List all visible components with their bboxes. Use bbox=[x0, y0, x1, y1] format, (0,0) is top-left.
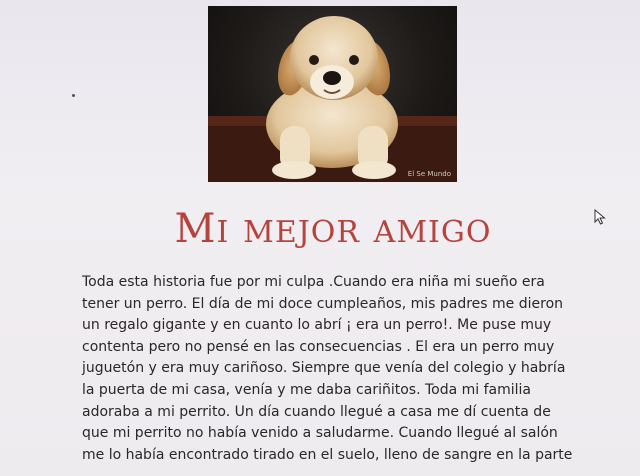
story-line: Toda esta historia fue por mi culpa .Cuando era niña mi sueño era bbox=[82, 274, 545, 290]
story-line: contenta pero no pensé en las consecuencias . El era un perro muy bbox=[82, 338, 555, 355]
page-title bbox=[0, 206, 640, 256]
story-line: me lo había encontrado tirado en el suelo, lleno de sangre en la parte bbox=[82, 446, 573, 463]
puppy-illustration bbox=[208, 6, 457, 182]
story-line: la puerta de mi casa, venía y me daba cariñitos. Toda mi familia bbox=[82, 381, 532, 398]
story-text bbox=[82, 272, 602, 466]
title-initial-1: M bbox=[174, 206, 217, 252]
puppy-photo bbox=[208, 6, 457, 182]
story-line: tener un perro. El día de mi doce cumpleaños, mis padres me dieron bbox=[82, 295, 564, 312]
title-word-2-rest: EJOR bbox=[274, 215, 360, 250]
story-line: adoraba a mi perrito. Un día cuando llegué a casa me dí cuenta de bbox=[82, 403, 551, 420]
mouse-cursor-icon bbox=[594, 209, 606, 229]
photo-watermark: El Se Mundo bbox=[407, 170, 451, 178]
story-line: un regalo gigante y en cuanto lo abrí ¡ era un perro!. Me puse muy bbox=[82, 317, 552, 334]
story-line: juguetón y era muy cariñoso. Siempre que venía del colegio y habría bbox=[82, 360, 566, 377]
title-initial-2: M bbox=[243, 215, 275, 250]
title-initial-3: A bbox=[373, 215, 397, 250]
story-line: que mi perrito no había venido a saludarme. Cuando llegué al salón bbox=[82, 425, 558, 442]
title-word-1-rest: I bbox=[216, 215, 230, 250]
title-word-3-rest: MIGO bbox=[396, 215, 492, 250]
screen-speck bbox=[72, 94, 75, 97]
